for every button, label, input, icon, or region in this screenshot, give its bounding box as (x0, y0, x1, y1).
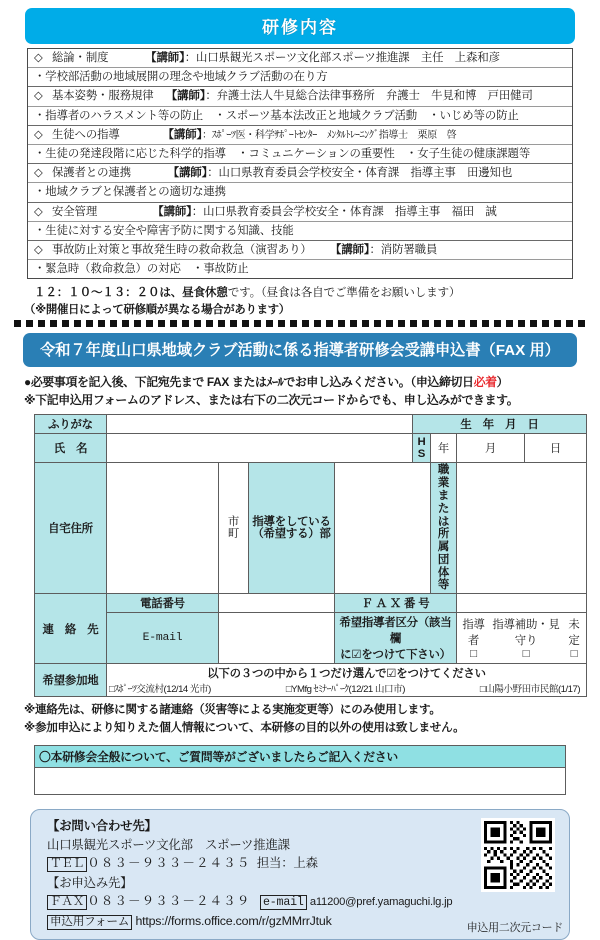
telephone-row (35, 594, 587, 613)
program-topic: 基本姿勢・服務規律 (51, 90, 154, 103)
fax-input[interactable] (457, 594, 587, 613)
program-row-details: ・指導者のハラスメント等の防止 ・スポーツ基本法改正と地域クラブ活動 ・いじめ等の防止 (28, 106, 572, 125)
program-row (28, 49, 572, 87)
birth-year-input[interactable]: 年 (431, 434, 457, 463)
lecturer-label: 【講師】 (165, 90, 206, 103)
venue-option-sanyo-onoda[interactable]: □山陽小野田市民館(1/17) (479, 684, 581, 696)
document-page (0, 8, 600, 934)
instruction-line-2: ※下記申込用フォームのアドレス、または右下の二次元コードからでも、申し込みができます。 (24, 392, 519, 407)
address-input[interactable] (107, 463, 219, 594)
program-row-details: ・学校部活動の地域展開の理念や地域クラブ活動の在り方 (28, 67, 572, 86)
program-row (28, 126, 572, 164)
program-row-details: ・地域クラブと保護者との適切な連携 (28, 182, 572, 201)
lunch-keyword: 昼食休憩 (182, 286, 228, 300)
deadline-emphasis: 必着 (473, 375, 497, 390)
program-row (28, 203, 572, 241)
city-label: 市 (227, 515, 240, 528)
fax-line (47, 892, 559, 911)
town-label: 町 (227, 528, 240, 541)
category-options (457, 613, 587, 664)
birth-date-header: 生 年 月 日 (413, 415, 587, 434)
address-row (35, 463, 587, 594)
category-option-label-1: 指導補助・見守り (492, 619, 560, 648)
email-tag: e-mail (260, 895, 307, 910)
lunch-break-note (34, 284, 590, 300)
lecturer-label: 【講師】 (330, 243, 370, 256)
program-row-header (28, 49, 572, 67)
instruction-tail: ） (496, 375, 509, 390)
tel-label: 電話番号 (107, 594, 219, 613)
era-heisei: H (417, 435, 426, 448)
privacy-line-1: ※連絡先は、研修に関する諸連絡（災害等による実施変更等）にのみ使用します。 (24, 703, 441, 717)
diamond-icon: ◇ (34, 52, 43, 64)
venue-instruction: 以下の３つの中から１つだけ選んで☑をつけてください (207, 668, 486, 681)
privacy-line-2: ※参加申込により知りえた個人情報について、本研修の目的以外の使用は致しません。 (24, 720, 465, 734)
email-label: E-mail (107, 613, 219, 664)
program-row-details: ・生徒の発達段階に応じた科学的指導 ・コミュニケーションの重要性 ・女子生徒の健康課題等 (28, 144, 572, 163)
occupation-input[interactable] (457, 463, 587, 594)
lecturer-name: ：ｽﾎﾟｰﾂ医・科学ｻﾎﾟｰﾄｾﾝﾀｰ ﾒﾝﾀﾙﾄﾚｰﾆﾝｸﾞ指導士 栗原 啓 (202, 129, 457, 141)
program-order-note: （※開催日によって研修順が異なる場合があります） (24, 304, 290, 317)
fax-tag: ＦＡＸ (47, 895, 87, 910)
inquiry-heading: 【お問い合わせ先】 (47, 818, 157, 833)
fax-number: ０８３－９３３－２４３９ (87, 894, 251, 909)
program-row-details: ・緊急時（救命救急）の対応 ・事故防止 (28, 259, 572, 278)
program-topic: 安全管理 (51, 205, 98, 218)
club-label (249, 463, 335, 594)
category-checkbox-assistant[interactable]: □ (522, 648, 530, 661)
diamond-icon: ◇ (34, 90, 43, 103)
venue-label: 希望参加地 (35, 664, 107, 697)
lecturer-name: ：弁護士法人牛見総合法律事務所 弁護士 牛見和博 戸田健司 (205, 90, 533, 103)
program-row-details: ・生徒に対する安全や障害予防に関する知識、技能 (28, 221, 572, 240)
program-row-header (28, 126, 572, 144)
form-url[interactable]: https://forms.office.com/r/gzMMrrJtuk (135, 913, 332, 928)
city-town-label (219, 463, 249, 594)
diamond-icon: ◇ (34, 167, 43, 180)
birth-month-input[interactable]: 月 (457, 434, 525, 463)
contact-box (30, 809, 570, 940)
furigana-row (35, 415, 587, 434)
apply-heading: 【お申込み先】 (47, 875, 133, 890)
furigana-input[interactable] (107, 415, 413, 434)
lunch-detail: です。（昼食は各自でご準備をお願いします） (227, 286, 461, 300)
program-row (28, 241, 572, 278)
category-option-label-0: 指導者 (462, 619, 485, 648)
program-banner-title: 研修内容 (25, 8, 575, 44)
venue-option-ymfg-seminar-park[interactable]: □YMfg ｾﾐﾅｰﾊﾟｰｸ(12/21 山口市) (285, 684, 405, 696)
program-topic: 生徒への指導 (51, 128, 120, 141)
venue-row (35, 664, 587, 697)
email-address[interactable]: a11200@pref.yamaguchi.lg.jp (309, 896, 453, 909)
contact-label: 連 絡 先 (35, 594, 107, 664)
category-checkbox-undecided[interactable]: □ (570, 648, 578, 661)
furigana-label: ふりがな (35, 415, 107, 434)
category-label (335, 613, 457, 664)
address-label: 自宅住所 (35, 463, 107, 594)
category-label-line1: 希望指導者区分（該当欄 (339, 617, 452, 646)
name-input[interactable] (107, 434, 413, 463)
category-option-label-2: 未定 (568, 619, 580, 648)
instruction-line-1 (24, 374, 576, 392)
application-banner-title: 令和７年度山口県地域クラブ活動に係る指導者研修会受講申込書（FAX 用） (23, 333, 577, 367)
category-label-line2: に☑をつけて下さい） (340, 649, 451, 662)
privacy-notes (24, 701, 576, 736)
question-box-heading: 〇本研修会全般について、ご質問等がございましたらご記入ください (35, 746, 565, 768)
club-label-line2: （希望する）部 (252, 528, 331, 541)
application-form-table (34, 414, 587, 697)
occupation-label-line2: 所属団体等 (437, 528, 450, 592)
tel-person: 担当：上森 (256, 856, 318, 871)
venue-options-cell (107, 664, 587, 697)
diamond-icon: ◇ (34, 243, 43, 256)
program-row-header (28, 203, 572, 221)
birth-day-input[interactable]: 日 (525, 434, 587, 463)
qr-caption: 申込用二次元コード (466, 921, 563, 934)
lecturer-name: ：山口県教育委員会学校安全・体育課 指導主事 田邊知也 (207, 167, 513, 180)
program-table (27, 48, 573, 279)
qr-code[interactable] (481, 818, 555, 892)
application-instructions (24, 374, 576, 409)
department-name: 山口県観光スポーツ文化部 スポーツ推進課 (47, 837, 290, 852)
program-topic: 事故防止対策と事故発生時の救命救急（演習あり） (51, 243, 312, 256)
email-input[interactable] (219, 613, 335, 664)
program-topic: 保護者との連携 (51, 167, 132, 180)
category-checkbox-instructor[interactable]: □ (470, 648, 477, 661)
program-row (28, 164, 572, 202)
lecturer-label: 【講師】 (145, 52, 185, 64)
name-row (35, 434, 587, 463)
program-row-header (28, 241, 572, 259)
form-tag: 申込用フォーム (47, 915, 132, 930)
tel-number: ０８３－９３３－２４３５ (87, 856, 251, 871)
program-row-header (28, 164, 572, 182)
email-category-row (35, 613, 587, 664)
name-label: 氏 名 (35, 434, 107, 463)
lecturer-label: 【講師】 (162, 128, 203, 141)
lunch-time: １２：１０～１３：２０は、 (34, 286, 183, 300)
dashed-divider (14, 320, 586, 327)
program-row-header (28, 87, 572, 105)
fax-label: Ｆ Ａ Ｘ 番 号 (335, 594, 457, 613)
club-input[interactable] (335, 463, 431, 594)
program-row (28, 87, 572, 125)
occupation-label-line1: 職業または (437, 464, 450, 528)
lecturer-name: ：山口県観光スポーツ文化部スポーツ推進課 主任 上森和彦 (184, 52, 500, 64)
lecturer-label: 【講師】 (167, 167, 208, 180)
program-topic: 総論・制度 (51, 52, 109, 64)
lecturer-label: 【講師】 (152, 205, 192, 218)
era-showa: S (417, 448, 426, 461)
instruction-main: ●必要事項を記入後、下記宛先まで FAX またはﾒｰﾙでお申し込みください。（申込締切日 (24, 375, 474, 390)
tel-tag: ＴＥＬ (47, 857, 87, 872)
lecturer-name: ：消防署職員 (369, 243, 438, 256)
question-box-input[interactable] (35, 768, 565, 794)
occupation-label (431, 463, 457, 594)
lecturer-name: ：山口県教育委員会学校安全・体育課 指導主事 福田 誠 (191, 205, 497, 218)
question-box (34, 745, 566, 795)
venue-option-sports-village[interactable]: □ｽﾎﾟｰﾂ交流村(12/14 光市) (109, 684, 211, 696)
tel-input[interactable] (219, 594, 335, 613)
diamond-icon: ◇ (34, 128, 43, 141)
club-label-line1: 指導をしている (252, 515, 331, 528)
era-selector[interactable] (413, 434, 431, 463)
diamond-icon: ◇ (34, 205, 43, 218)
